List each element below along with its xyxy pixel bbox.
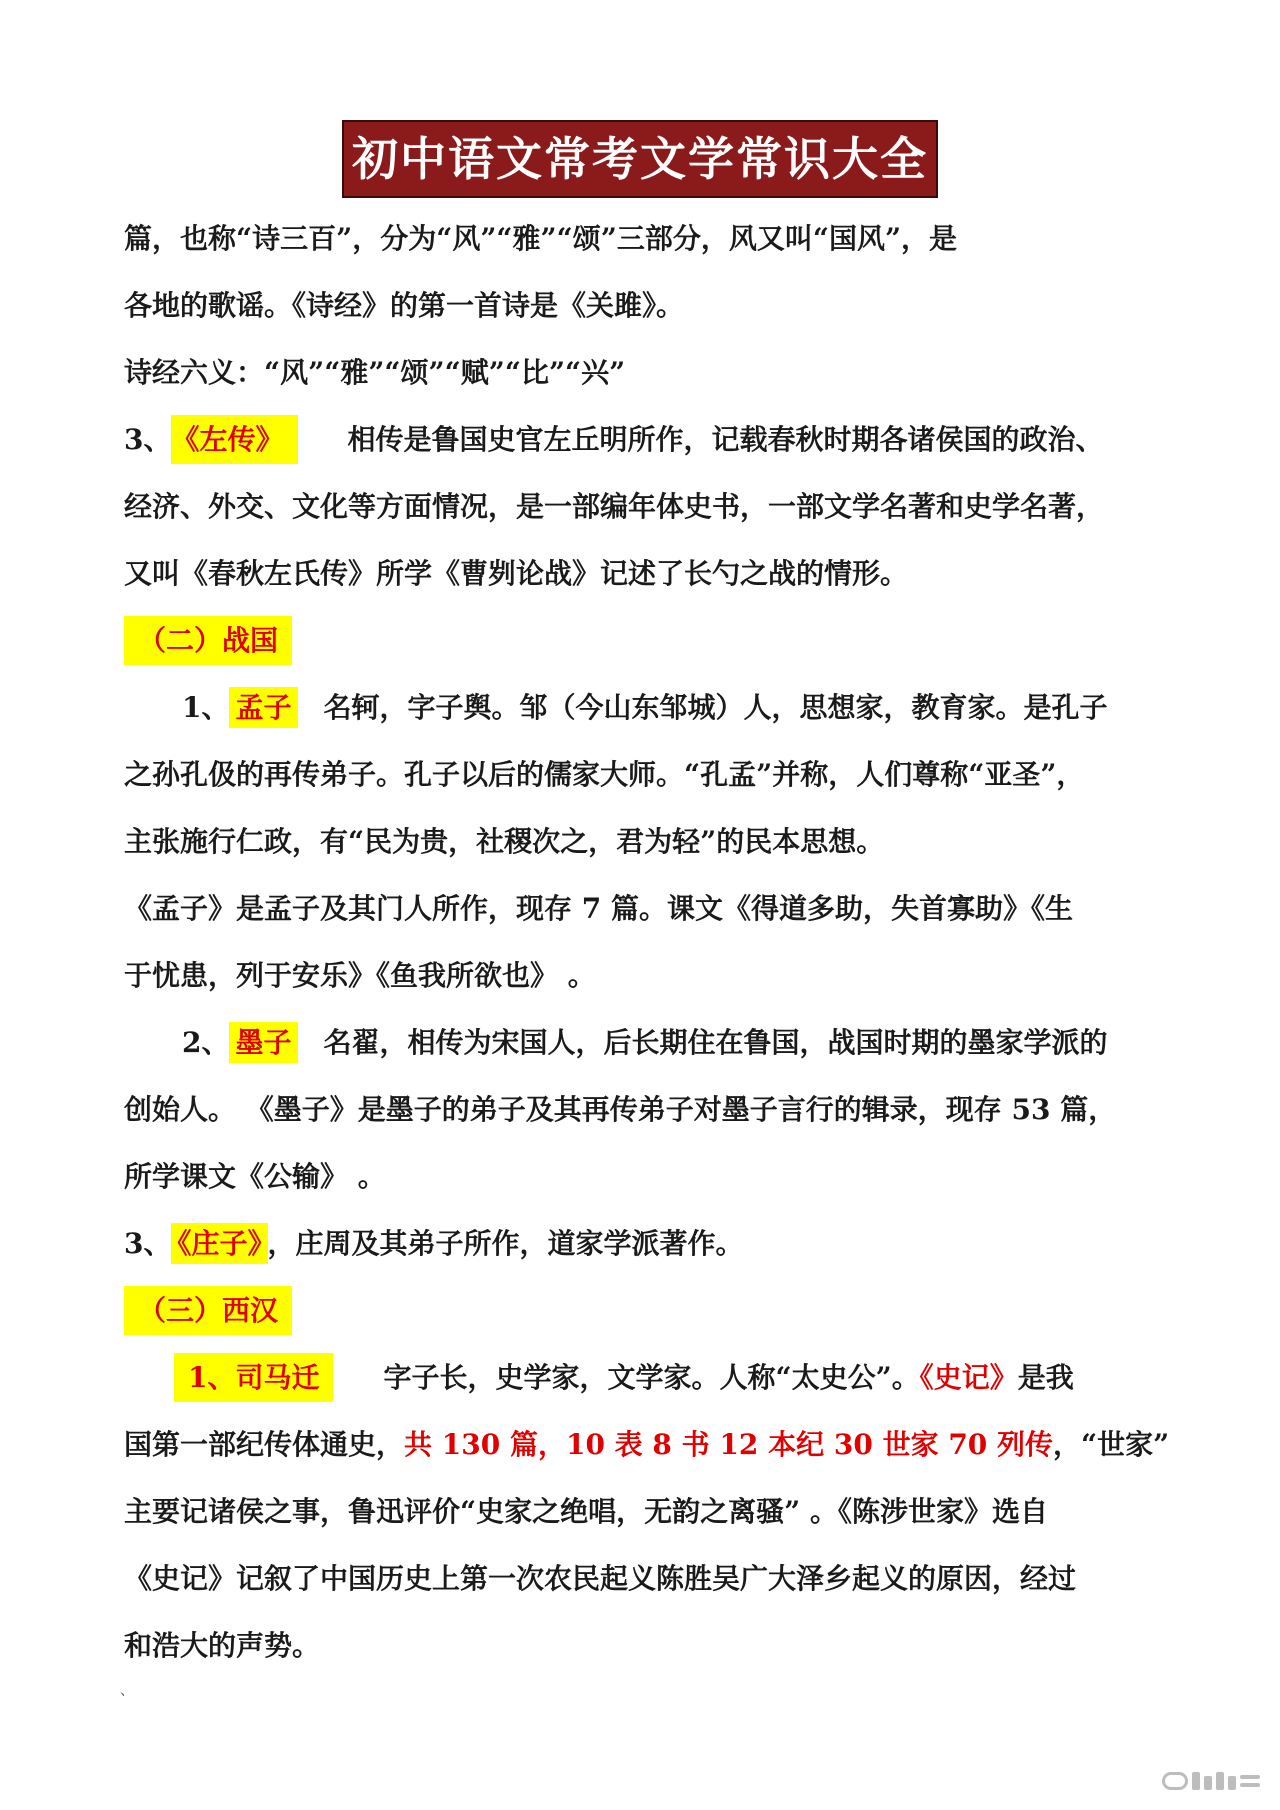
page-title: 初中语文常考文学常识大全 xyxy=(342,120,938,198)
text-line: 之孙孔伋的再传弟子。孔子以后的儒家大师。“孔孟”并称，人们尊称“亚圣”， xyxy=(124,758,1085,791)
red-term: 《史记》 xyxy=(919,1361,1018,1394)
item-number: 2、 xyxy=(182,1026,230,1059)
text-line: 诗经六义：“风”“雅”“颂”“赋”“比”“兴” xyxy=(124,356,626,389)
text-line: 于忧患，列于安乐》《鱼我所欲也》 。 xyxy=(124,959,596,992)
text-segment: ，“世家” xyxy=(1053,1428,1170,1461)
text-line: 《史记》记叙了中国历史上第一次农民起义陈胜吴广大泽乡起义的原因，经过 xyxy=(124,1562,1077,1595)
item-number: 3、 xyxy=(124,1227,172,1260)
highlight-term: 《庄子》 xyxy=(171,1223,267,1264)
item-number: 3、 xyxy=(124,423,172,456)
text-line: 主要记诸侯之事，鲁迅评价“史家之绝唱，无韵之离骚” 。《陈涉世家》选自 xyxy=(124,1495,1048,1528)
text-line: 主张施行仁政，有“民为贵，社稷次之，君为轻”的民本思想。 xyxy=(124,825,885,858)
section-heading: （二）战国 xyxy=(124,616,292,665)
text-line xyxy=(124,1411,1170,1478)
section-heading-zhanguo xyxy=(124,607,1164,674)
text-line: 和浩大的声势。 xyxy=(124,1629,321,1662)
item-text: ，庄周及其弟子所作，道家学派著作。 xyxy=(267,1227,744,1260)
text-segment: 国第一部纪传体通史， xyxy=(124,1428,405,1461)
highlight-term: 墨子 xyxy=(229,1022,297,1063)
item-text: 相传是鲁国史官左丘明所作，记载春秋时期各诸侯国的政治、 xyxy=(347,423,1104,456)
item-number: 1、 xyxy=(182,691,230,724)
stray-mark: 、 xyxy=(120,1683,134,1699)
text-line: 所学课文《公输》 。 xyxy=(124,1160,386,1193)
item-text: 名翟，相传为宋国人，后长期住在鲁国，战国时期的墨家学派的 xyxy=(323,1026,1108,1059)
item-zuozhuan xyxy=(124,406,1164,473)
text-line: 《孟子》是孟子及其门人所作，现存 7 篇。课文《得道多助，失首寡助》《生 xyxy=(124,892,1073,925)
item-text: 是我 xyxy=(1017,1361,1074,1394)
highlight-term: 《左传》 xyxy=(171,415,297,464)
text-line: 又叫《春秋左氏传》所学《曹刿论战》记述了长勺之战的情形。 xyxy=(124,557,909,590)
watermark-bars-icon xyxy=(1162,1772,1260,1790)
title-wrap xyxy=(0,120,1280,198)
item-mozi xyxy=(124,1009,1164,1076)
text-line: 篇，也称“诗三百”，分为“风”“雅”“颂”三部分，风又叫“国风”，是 xyxy=(124,222,958,255)
item-text: 字子长，史学家，文学家。人称“太史公”。 xyxy=(383,1361,920,1394)
text-line: 创始人。 《墨子》是墨子的弟子及其再传弟子对墨子言行的辑录，现存 53 篇， xyxy=(124,1093,1117,1126)
document-body xyxy=(124,205,1170,1679)
section-heading-xihan xyxy=(124,1277,1164,1344)
highlight-term: 1、司马迁 xyxy=(174,1353,333,1402)
item-mengzi xyxy=(124,674,1164,741)
item-text: 名轲，字子舆。邹（今山东邹城）人，思想家，教育家。是孔子 xyxy=(323,691,1108,724)
section-heading: （三）西汉 xyxy=(124,1286,292,1335)
highlight-term: 孟子 xyxy=(229,687,297,728)
red-term: 共 130 篇，10 表 8 书 12 本纪 30 世家 70 列传 xyxy=(404,1428,1054,1461)
text-line: 各地的歌谣。《诗经》的第一首诗是《关雎》。 xyxy=(124,289,685,322)
text-line: 经济、外交、文化等方面情况，是一部编年体史书，一部文学名著和史学名著， xyxy=(124,490,1105,523)
item-zhuangzi xyxy=(124,1210,1164,1277)
item-simaqian xyxy=(124,1344,1164,1411)
